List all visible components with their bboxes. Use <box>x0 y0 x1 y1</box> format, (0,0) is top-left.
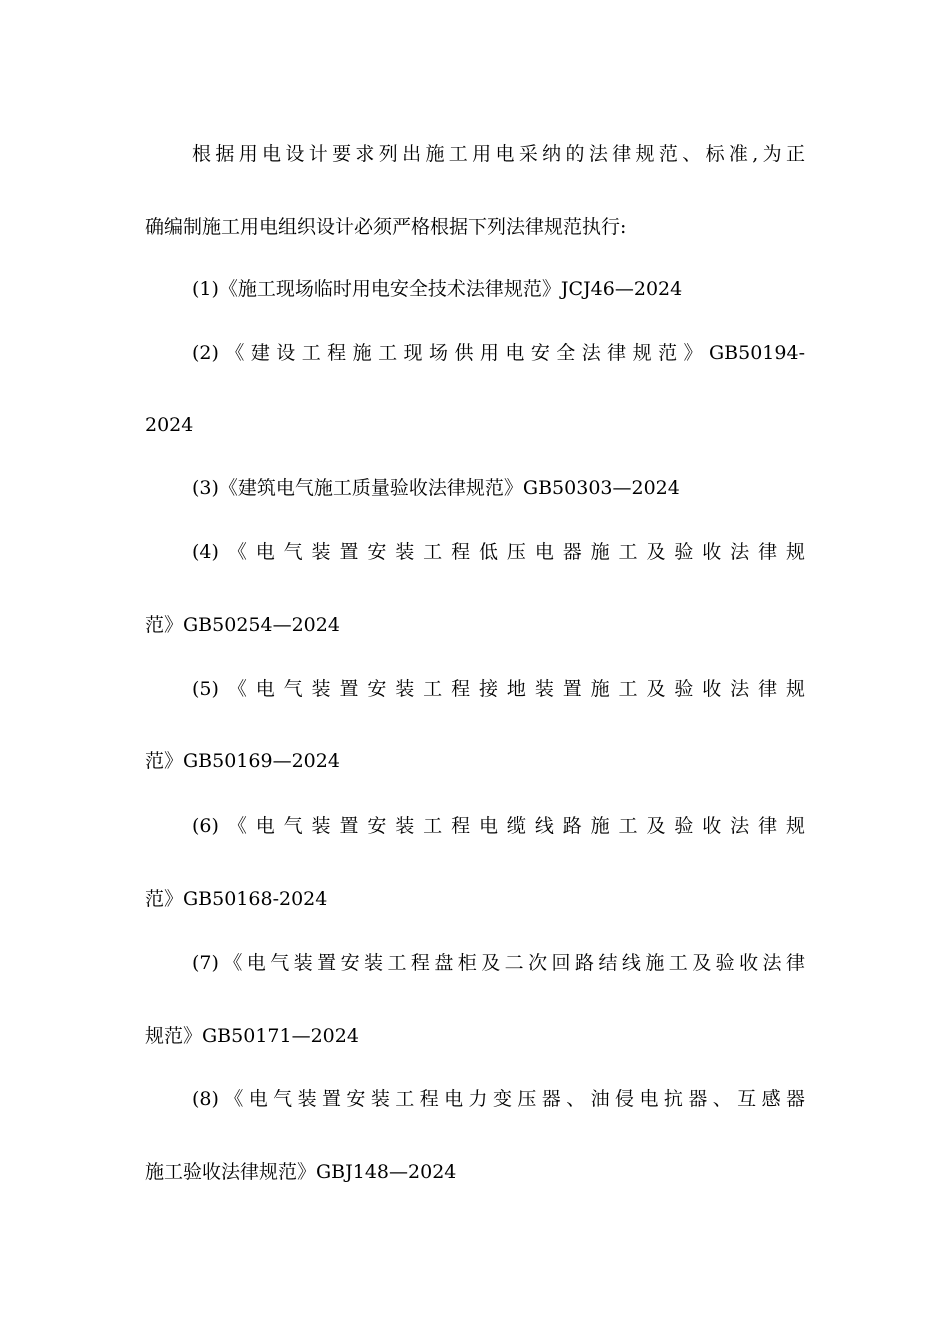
item-5-line-2: 范》GB50169—2024 <box>145 750 340 772</box>
item-2-line-2: 2024 <box>145 414 194 436</box>
item-3-line-1: (3)《建筑电气施工质量验收法律规范》GB50303—2024 <box>192 477 680 499</box>
item-4-line-2: 范》GB50254—2024 <box>145 614 340 636</box>
item-1-line-1: (1)《施工现场临时用电安全技术法律规范》JCJ46—2024 <box>192 278 683 300</box>
item-5-line-1: (5)《电气装置安装工程接地装置施工及验收法律规 <box>192 678 805 700</box>
item-4-line-1: (4)《电气装置安装工程低压电器施工及验收法律规 <box>192 541 805 563</box>
item-8-line-2: 施工验收法律规范》GBJ148—2024 <box>145 1161 457 1183</box>
item-6-line-1: (6)《电气装置安装工程电缆线路施工及验收法律规 <box>192 815 805 837</box>
intro-line-1: 根据用电设计要求列出施工用电采纳的法律规范、标准,为正 <box>192 143 805 165</box>
item-6-line-2: 范》GB50168-2024 <box>145 888 328 910</box>
intro-line-2: 确编制施工用电组织设计必须严格根据下列法律规范执行: <box>145 216 627 238</box>
item-7-line-2: 规范》GB50171—2024 <box>145 1025 359 1047</box>
item-7-line-1: (7)《电气装置安装工程盘柜及二次回路结线施工及验收法律 <box>192 952 805 974</box>
item-2-line-1: (2)《建设工程施工现场供用电安全法律规范》GB50194- <box>192 342 805 364</box>
item-8-line-1: (8)《电气装置安装工程电力变压器、油侵电抗器、互感器 <box>192 1088 805 1110</box>
